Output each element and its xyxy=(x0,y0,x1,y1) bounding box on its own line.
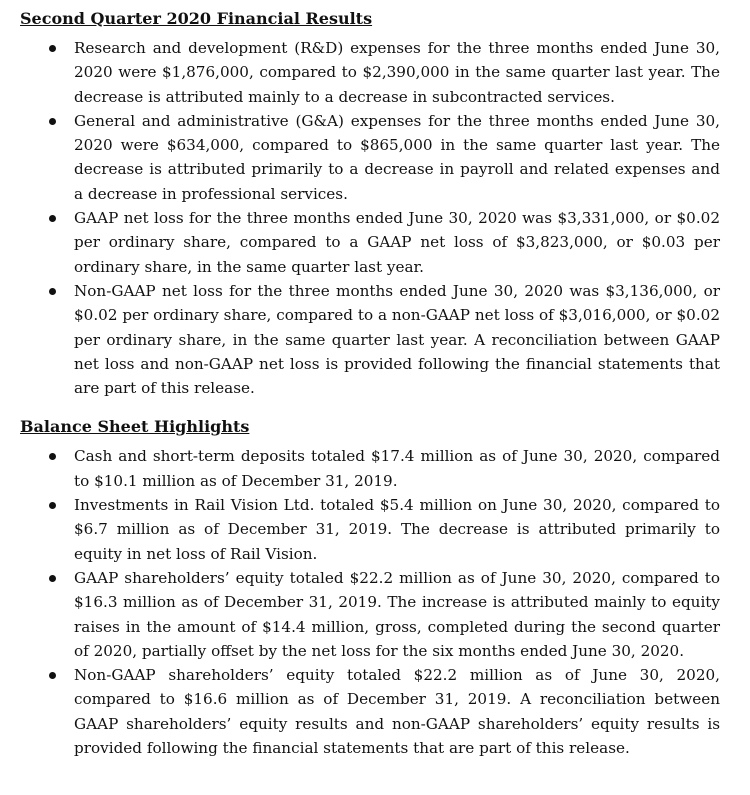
bullet-icon xyxy=(49,45,56,52)
list-item-text: General and administrative (G&A) expenses for the three months ended June 30, 2020 were $634,000, compared to $865,000 in the same quarter last year. The decrease is attributed primarily to a decrease in payroll and related expenses and a decrease in professional services. xyxy=(74,111,720,203)
list-item xyxy=(20,444,720,493)
list-item-text: Non-GAAP shareholders’ equity totaled $22.2 million as of June 30, 2020, compared to $16.6 million as of December 31, 2019. A reconciliation between GAAP shareholders’ equity results and non-GAAP shareholders’ equity results is provided following the financial statements that are part of this release. xyxy=(74,666,720,758)
list-item xyxy=(20,206,720,279)
balance-sheet-list xyxy=(20,444,720,760)
list-item xyxy=(20,279,720,400)
list-item xyxy=(20,109,720,206)
list-item-text: GAAP net loss for the three months ended June 30, 2020 was $3,331,000, or $0.02 per ordinary share, compared to a GAAP net loss of $3,823,000, or $0.03 per ordinary share, in the same quarter last year. xyxy=(74,209,720,276)
bullet-icon xyxy=(49,288,56,295)
list-item xyxy=(20,663,720,760)
bullet-icon xyxy=(49,672,56,679)
bullet-icon xyxy=(49,575,56,582)
list-item-text: Research and development (R&D) expenses for the three months ended June 30, 2020 were $1,876,000, compared to $2,390,000 in the same quarter last year. The decrease is attributed mainly to a decrease in subcontracted services. xyxy=(74,39,720,106)
bullet-icon xyxy=(49,502,56,509)
bullet-icon xyxy=(49,215,56,222)
list-item xyxy=(20,493,720,566)
section-title-balance-sheet: Balance Sheet Highlights xyxy=(20,417,250,437)
list-item-text: GAAP shareholders’ equity totaled $22.2 million as of June 30, 2020, compared to $16.3 million as of December 31, 2019. The increase is attributed mainly to equity raises in the amount of $14.4 million, gross, completed during the second quarter of 2020, partially offset by the net loss for the six months ended June 30, 2020. xyxy=(74,568,720,660)
list-item-text: Cash and short-term deposits totaled $17.4 million as of June 30, 2020, compared to $10.1 million as of December 31, 2019. xyxy=(74,447,720,490)
list-item-text: Non-GAAP net loss for the three months ended June 30, 2020 was $3,136,000, or $0.02 per ordinary share, compared to a non-GAAP net loss of $3,016,000, or $0.02 per ordinary share, in the same quarter last year. A reconciliation between GAAP net loss and non-GAAP net loss is provided following the financial statements that are part of this release. xyxy=(74,281,720,398)
bullet-icon xyxy=(49,453,56,460)
q2-results-list xyxy=(20,36,720,400)
list-item xyxy=(20,36,720,109)
list-item-text: Investments in Rail Vision Ltd. totaled $5.4 million on June 30, 2020, compared to $6.7 million as of December 31, 2019. The decrease is attributed primarily to equity in net loss of Rail Vision. xyxy=(74,496,720,563)
section-title-q2-results: Second Quarter 2020 Financial Results xyxy=(20,9,373,28)
bullet-icon xyxy=(49,118,56,125)
list-item xyxy=(20,566,720,663)
